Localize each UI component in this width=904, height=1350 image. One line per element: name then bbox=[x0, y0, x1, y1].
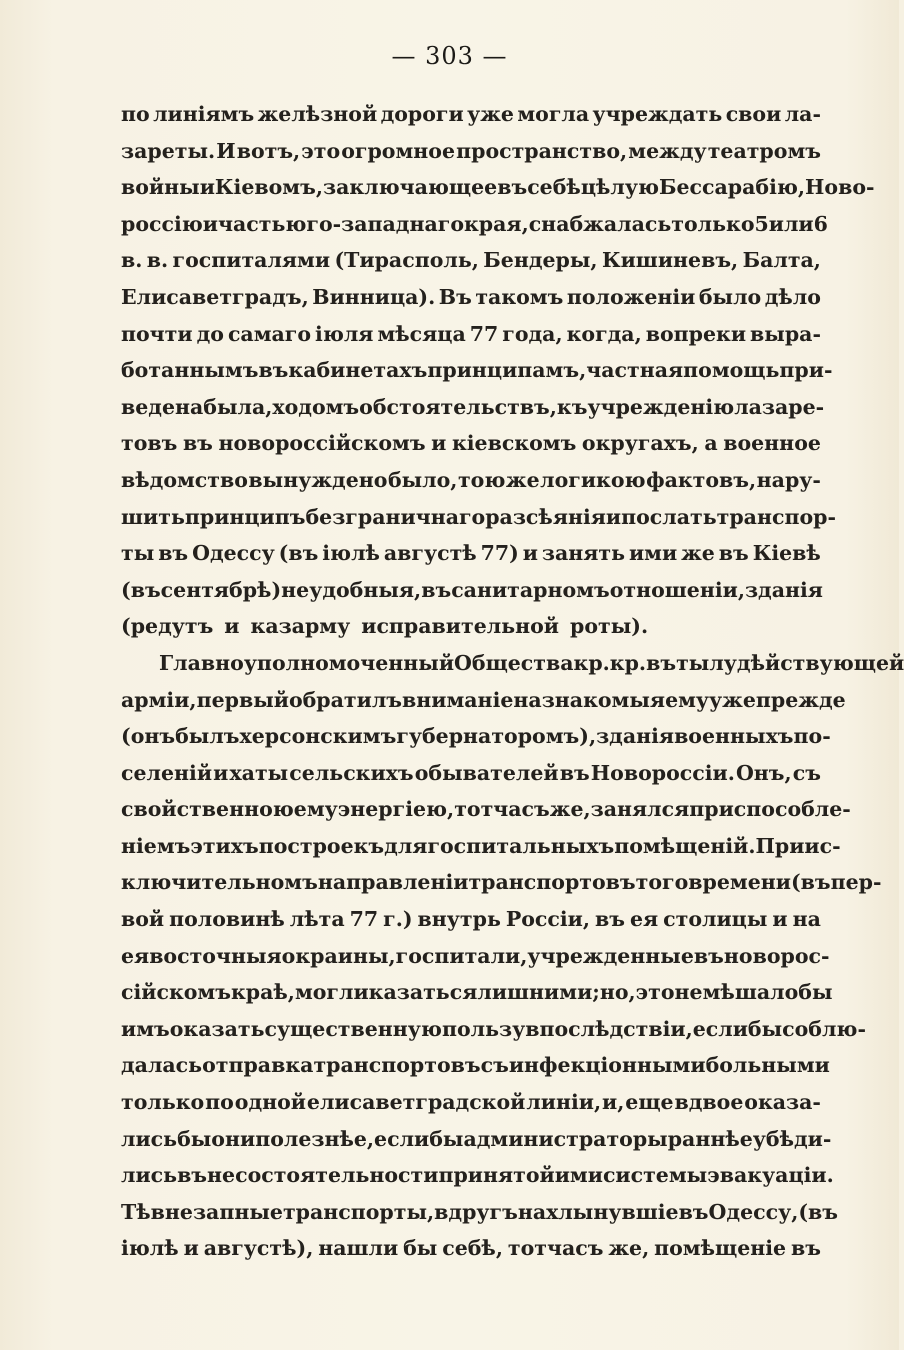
word: казарму bbox=[250, 614, 351, 639]
text-line bbox=[121, 425, 821, 462]
word: этихъ bbox=[190, 833, 259, 858]
text-line bbox=[121, 645, 904, 682]
word: помѣщеній. bbox=[614, 833, 756, 858]
word: линіямъ bbox=[153, 102, 255, 126]
word: и bbox=[522, 541, 538, 566]
text-line bbox=[121, 974, 833, 1011]
body-text bbox=[121, 96, 904, 1267]
word: выра- bbox=[750, 321, 821, 346]
word: обывателей bbox=[414, 760, 559, 785]
word: Россіи, bbox=[505, 907, 591, 932]
word: ими bbox=[554, 1163, 603, 1188]
paragraph bbox=[121, 96, 875, 645]
word: на bbox=[513, 687, 542, 712]
word: только bbox=[671, 211, 755, 236]
word: 6 bbox=[813, 211, 828, 236]
word: Въ bbox=[438, 284, 472, 309]
word: ніемъ bbox=[121, 833, 191, 858]
word: кіевскомъ bbox=[451, 431, 577, 456]
word: дороги bbox=[380, 102, 464, 126]
word: бы bbox=[403, 1236, 438, 1261]
word: И bbox=[216, 138, 236, 163]
word: вотъ, bbox=[236, 138, 301, 163]
word: могли bbox=[294, 980, 369, 1005]
word: лишними; bbox=[477, 980, 600, 1005]
word: почти bbox=[121, 321, 193, 346]
word: же, bbox=[608, 1236, 650, 1261]
word: не bbox=[674, 980, 703, 1005]
word: когда, bbox=[566, 321, 642, 346]
text-line bbox=[121, 1084, 821, 1121]
word: самаго bbox=[227, 321, 312, 346]
text-line bbox=[121, 608, 821, 645]
text-line bbox=[121, 206, 828, 243]
word: между bbox=[628, 138, 707, 163]
text-line bbox=[121, 1121, 832, 1158]
word: театромъ bbox=[707, 138, 821, 163]
word: системы bbox=[602, 1163, 708, 1188]
word: юго-западнаго bbox=[285, 211, 464, 236]
word: елисаветградской bbox=[306, 1090, 526, 1115]
text-line bbox=[121, 1011, 866, 1048]
word: линіи, bbox=[526, 1090, 602, 1115]
word: ботаннымъ bbox=[121, 358, 259, 383]
text-line bbox=[121, 242, 821, 279]
word: фактовъ, bbox=[646, 467, 757, 492]
word: (въ bbox=[121, 577, 161, 602]
word: инфекціонными bbox=[508, 1053, 706, 1078]
word: іюлѣ bbox=[121, 1236, 179, 1261]
word: свойственною bbox=[121, 797, 294, 822]
word: госпитали, bbox=[395, 943, 528, 968]
word: учрежденію bbox=[587, 394, 735, 419]
word: при- bbox=[779, 358, 833, 383]
word: военное bbox=[723, 431, 821, 456]
word: окраины, bbox=[281, 943, 396, 968]
word: обстоятельствъ, bbox=[359, 394, 557, 419]
word: края, bbox=[464, 211, 529, 236]
word: приспособле- bbox=[689, 797, 851, 822]
word: года, bbox=[502, 321, 563, 346]
word: 77) bbox=[480, 541, 519, 566]
word: тотчасъ bbox=[454, 797, 550, 822]
word: уже bbox=[709, 687, 756, 712]
word: и bbox=[202, 211, 218, 236]
word: ведена bbox=[121, 394, 204, 419]
word: Кишиневъ, bbox=[601, 248, 739, 273]
text-line bbox=[121, 1157, 834, 1194]
word: 5 bbox=[754, 211, 769, 236]
word: кр. bbox=[573, 650, 610, 675]
word: ему bbox=[665, 687, 710, 712]
word: больными bbox=[705, 1053, 830, 1078]
word: по bbox=[121, 102, 150, 126]
word: войны bbox=[121, 175, 200, 200]
word: столицы bbox=[663, 907, 768, 932]
word: 77 bbox=[349, 907, 379, 932]
word: энергіею, bbox=[337, 797, 455, 822]
word: могла bbox=[517, 102, 590, 126]
word: лись bbox=[121, 1126, 178, 1151]
word: времени bbox=[688, 870, 791, 895]
word: принципамъ, bbox=[427, 358, 587, 383]
text-line bbox=[121, 279, 821, 316]
word: было bbox=[698, 284, 762, 309]
text-line bbox=[121, 352, 833, 389]
word: августѣ), bbox=[203, 1236, 314, 1261]
text-line bbox=[121, 791, 851, 828]
word: полезнѣе, bbox=[255, 1126, 375, 1151]
word: въ bbox=[177, 1163, 208, 1188]
word: былъ bbox=[175, 724, 240, 749]
word: сентябрѣ) bbox=[160, 577, 282, 602]
word: госпиталями bbox=[172, 248, 331, 273]
text-line bbox=[121, 572, 821, 609]
word: транспортовъ bbox=[468, 870, 636, 895]
word: для bbox=[384, 833, 428, 858]
word: ключительномъ bbox=[121, 870, 318, 895]
word: въ bbox=[646, 650, 677, 675]
word: и bbox=[213, 760, 229, 785]
word: на bbox=[792, 907, 821, 932]
word: по- bbox=[793, 724, 831, 749]
word: зареты. bbox=[121, 138, 216, 163]
word: ис- bbox=[804, 833, 841, 858]
word: ими bbox=[628, 541, 678, 566]
text-line bbox=[121, 682, 846, 719]
text-line bbox=[121, 828, 841, 865]
word: въ bbox=[678, 1199, 709, 1224]
word: въ bbox=[158, 541, 189, 566]
word: принципъ bbox=[184, 504, 306, 529]
word: новороссійскомъ bbox=[218, 431, 426, 456]
word: половинѣ bbox=[169, 907, 285, 932]
word: въ bbox=[595, 907, 625, 932]
word: кабинетахъ bbox=[288, 358, 428, 383]
word: и bbox=[224, 614, 240, 639]
word: первый bbox=[196, 687, 289, 712]
word: мѣсяца bbox=[377, 321, 466, 346]
word: губернаторомъ), bbox=[396, 724, 597, 749]
word: безграничнаго bbox=[305, 504, 486, 529]
word: администраторы bbox=[463, 1126, 668, 1151]
word: или bbox=[768, 211, 814, 236]
word: (редутъ bbox=[121, 614, 214, 639]
text-line bbox=[121, 1230, 821, 1267]
word: дѣло bbox=[764, 284, 821, 309]
word: бы bbox=[177, 1126, 212, 1151]
page-number: — 303 — bbox=[391, 42, 508, 70]
word: занять bbox=[541, 541, 626, 566]
word: же, bbox=[549, 797, 591, 822]
word: была, bbox=[203, 394, 273, 419]
text-line bbox=[121, 864, 882, 901]
word: (Тирасполь, bbox=[334, 248, 479, 273]
word: ходомъ bbox=[272, 394, 360, 419]
word: а bbox=[704, 431, 718, 456]
word: кр. bbox=[609, 650, 647, 675]
word: если bbox=[692, 1016, 748, 1041]
word: (въ bbox=[798, 1199, 839, 1224]
word: краѣ, bbox=[230, 980, 295, 1005]
word: внезапные bbox=[150, 1199, 283, 1224]
word: Онъ, bbox=[735, 760, 792, 785]
word: это bbox=[301, 138, 341, 163]
word: часть bbox=[218, 211, 286, 236]
word: шить bbox=[121, 504, 185, 529]
word: іюля bbox=[315, 321, 374, 346]
word: эвакуаціи. bbox=[707, 1163, 834, 1188]
word: роты). bbox=[570, 614, 649, 639]
word: логикою bbox=[540, 467, 646, 492]
word: въ bbox=[258, 358, 289, 383]
text-line bbox=[121, 901, 821, 938]
word: транспорты, bbox=[282, 1199, 435, 1224]
word: оказать bbox=[169, 1016, 265, 1041]
word: учрежденные bbox=[527, 943, 694, 968]
word: в. bbox=[121, 248, 143, 273]
text-line bbox=[121, 389, 825, 426]
word: Одессу, bbox=[708, 1199, 799, 1224]
word: лись bbox=[121, 1163, 178, 1188]
word: пер- bbox=[830, 870, 882, 895]
word: іюлѣ bbox=[322, 541, 380, 566]
word: того bbox=[635, 870, 689, 895]
text-line bbox=[121, 718, 831, 755]
text-line bbox=[121, 1194, 839, 1231]
word: построекъ bbox=[258, 833, 385, 858]
word: тою bbox=[457, 467, 506, 492]
word: тылу bbox=[676, 650, 737, 675]
word: херсонскимъ bbox=[239, 724, 397, 749]
word: впослѣдствіи, bbox=[525, 1016, 693, 1041]
word: вой bbox=[121, 907, 165, 932]
word: Ново- bbox=[805, 175, 875, 200]
word: ея bbox=[629, 907, 659, 932]
word: направленіи bbox=[317, 870, 469, 895]
text-line bbox=[121, 133, 821, 170]
word: Кіевѣ bbox=[752, 541, 821, 566]
word: къ bbox=[556, 394, 588, 419]
word: огромное bbox=[341, 138, 456, 163]
paragraph bbox=[121, 645, 904, 1267]
word: занялся bbox=[590, 797, 690, 822]
word: мѣшало bbox=[702, 980, 799, 1005]
word: вдругъ bbox=[434, 1199, 518, 1224]
word: Винница). bbox=[312, 284, 436, 309]
word: вѣдомство bbox=[121, 467, 248, 492]
word: отправка bbox=[202, 1053, 314, 1078]
word: исправительной bbox=[361, 614, 559, 639]
word: санитарномъ bbox=[451, 577, 610, 602]
text-line bbox=[121, 535, 821, 572]
word: разсѣянія bbox=[485, 504, 606, 529]
word: съ bbox=[480, 1053, 509, 1078]
word: въ bbox=[718, 541, 749, 566]
text-line bbox=[121, 499, 836, 536]
word: (онъ bbox=[121, 724, 176, 749]
word: округахъ, bbox=[581, 431, 699, 456]
word: послать bbox=[621, 504, 717, 529]
word: положеніи bbox=[566, 284, 696, 309]
word: и bbox=[605, 504, 622, 529]
word: съ bbox=[792, 760, 821, 785]
word: Елисаветградъ, bbox=[121, 284, 309, 309]
word: сійскомъ bbox=[121, 980, 231, 1005]
word: оказа- bbox=[744, 1090, 821, 1115]
word: госпитальныхъ bbox=[427, 833, 615, 858]
word: до bbox=[196, 321, 224, 346]
word: тотчасъ bbox=[507, 1236, 604, 1261]
word: себѣ bbox=[527, 175, 581, 200]
word: помѣщеніе bbox=[654, 1236, 787, 1261]
word: учреждать bbox=[592, 102, 723, 126]
word: Общества bbox=[454, 650, 574, 675]
word: и bbox=[183, 1236, 199, 1261]
word: Балта, bbox=[742, 248, 821, 273]
word: При bbox=[755, 833, 805, 858]
word: раннѣе bbox=[667, 1126, 753, 1151]
word: Кіевомъ, bbox=[214, 175, 323, 200]
word: Бессарабію, bbox=[658, 175, 806, 200]
word: но, bbox=[599, 980, 636, 1005]
word: селеній bbox=[121, 760, 213, 785]
word: они bbox=[211, 1126, 256, 1151]
word: бы bbox=[429, 1126, 464, 1151]
word: августѣ bbox=[383, 541, 477, 566]
text-line bbox=[121, 462, 821, 499]
word: въ bbox=[559, 760, 590, 785]
word: сельскихъ bbox=[289, 760, 414, 785]
word: уже bbox=[467, 102, 514, 126]
word: существенную bbox=[264, 1016, 442, 1041]
word: знакомыя bbox=[541, 687, 666, 712]
word: себѣ, bbox=[442, 1236, 503, 1261]
word: еще bbox=[625, 1090, 674, 1115]
word: же bbox=[681, 541, 715, 566]
word: Новороссіи. bbox=[590, 760, 735, 785]
word: транспортовъ bbox=[313, 1053, 481, 1078]
word: вопреки bbox=[645, 321, 747, 346]
word: ея bbox=[121, 943, 150, 968]
word: ты bbox=[121, 541, 155, 566]
word: пользу bbox=[441, 1016, 526, 1041]
word: в. bbox=[146, 248, 169, 273]
word: если bbox=[374, 1126, 430, 1151]
word: несостоятельности bbox=[207, 1163, 439, 1188]
word: въ bbox=[421, 577, 452, 602]
word: зданія bbox=[744, 577, 823, 602]
word: и bbox=[199, 175, 215, 200]
text-line bbox=[121, 169, 875, 206]
word: нару- bbox=[756, 467, 821, 492]
word: военныхъ bbox=[674, 724, 794, 749]
word: частная bbox=[586, 358, 684, 383]
word: г.) bbox=[383, 907, 413, 932]
word: ла- bbox=[784, 102, 821, 126]
word: неудобныя, bbox=[281, 577, 422, 602]
word: вниманіе bbox=[402, 687, 514, 712]
word: (въ bbox=[790, 870, 831, 895]
word: транспор- bbox=[716, 504, 836, 529]
word: зданія bbox=[596, 724, 675, 749]
word: вдвое bbox=[674, 1090, 744, 1115]
word: бы bbox=[747, 1016, 783, 1041]
word: желѣзной bbox=[257, 102, 378, 126]
word: такомъ bbox=[475, 284, 564, 309]
word: Тѣ bbox=[121, 1199, 151, 1224]
word: одной bbox=[234, 1090, 306, 1115]
word: въ bbox=[693, 943, 724, 968]
word: принятой bbox=[438, 1163, 555, 1188]
word: отношеніи, bbox=[609, 577, 745, 602]
word: бы bbox=[798, 980, 833, 1005]
text-line bbox=[121, 316, 821, 353]
word: дѣйствующей bbox=[736, 650, 904, 675]
word: 77 bbox=[469, 321, 499, 346]
text-line bbox=[121, 755, 821, 792]
word: и bbox=[772, 907, 788, 932]
word: заключающее bbox=[322, 175, 498, 200]
word: вынуждено bbox=[248, 467, 388, 492]
word: въ bbox=[182, 431, 213, 456]
word: ему bbox=[293, 797, 338, 822]
word: (въ bbox=[278, 541, 319, 566]
word: убѣди- bbox=[752, 1126, 832, 1151]
word: соблю- bbox=[782, 1016, 866, 1041]
word: внутрь bbox=[417, 907, 501, 932]
word: новорос- bbox=[723, 943, 830, 968]
word: помощь bbox=[683, 358, 780, 383]
word: товъ bbox=[121, 431, 178, 456]
word: обратилъ bbox=[288, 687, 403, 712]
text-line bbox=[121, 938, 830, 975]
word: только bbox=[121, 1090, 205, 1115]
word: Одессу bbox=[192, 541, 275, 566]
word: въ bbox=[497, 175, 528, 200]
word: это bbox=[635, 980, 675, 1005]
word: хаты bbox=[229, 760, 289, 785]
word: арміи, bbox=[121, 687, 197, 712]
word: и bbox=[431, 431, 447, 456]
word: свои bbox=[725, 102, 782, 126]
word: казаться bbox=[368, 980, 478, 1005]
word: прежде bbox=[755, 687, 846, 712]
text-line bbox=[121, 96, 821, 133]
word: лѣта bbox=[289, 907, 345, 932]
word: же bbox=[505, 467, 540, 492]
word: цѣлую bbox=[580, 175, 659, 200]
word: снабжалась bbox=[528, 211, 672, 236]
word: нашли bbox=[318, 1236, 399, 1261]
word: въ bbox=[790, 1236, 821, 1261]
word: россію bbox=[121, 211, 203, 236]
word: пространство, bbox=[456, 138, 628, 163]
word: по bbox=[205, 1090, 234, 1115]
word: далась bbox=[121, 1053, 203, 1078]
word: восточныя bbox=[149, 943, 282, 968]
text-line bbox=[121, 1047, 830, 1084]
word: имъ bbox=[121, 1016, 170, 1041]
word: и, bbox=[602, 1090, 625, 1115]
word: Главноуполномоченный bbox=[159, 650, 455, 675]
word: лазаре- bbox=[734, 394, 825, 419]
word: нахлынувшіе bbox=[517, 1199, 679, 1224]
word: Бендеры, bbox=[483, 248, 598, 273]
word: было, bbox=[387, 467, 458, 492]
